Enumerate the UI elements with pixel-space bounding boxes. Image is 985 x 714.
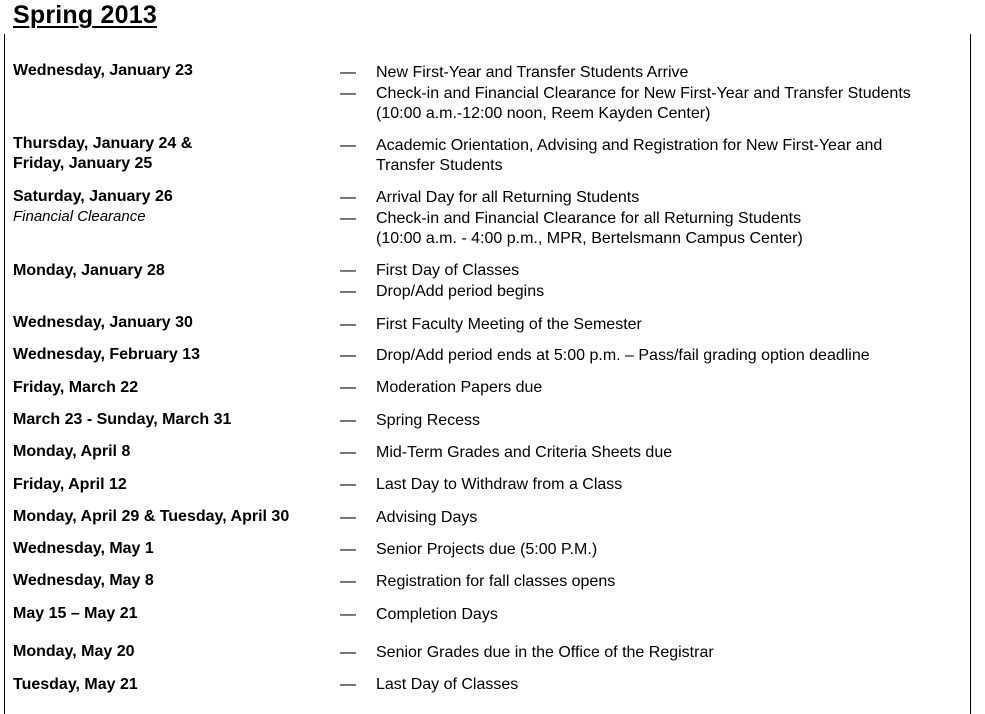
em-dash-separator: — xyxy=(340,137,356,154)
em-dash-separator: — xyxy=(340,412,356,429)
entry-event: First Day of Classes xyxy=(376,262,520,279)
entry-event: (10:00 a.m.-12:00 noon, Reem Kayden Center) xyxy=(376,105,711,122)
entry-date: Wednesday, February 13 xyxy=(13,346,201,363)
entry-date: Monday, April 8 xyxy=(13,443,131,460)
entry-event: Senior Grades due in the Office of the Registrar xyxy=(376,644,714,661)
entry-date: Monday, May 20 xyxy=(13,643,135,660)
em-dash-separator: — xyxy=(340,347,356,364)
entry-date: Friday, April 12 xyxy=(13,476,127,493)
entry-event: Last Day of Classes xyxy=(376,676,519,693)
em-dash-separator: — xyxy=(340,283,356,300)
entry-event: Mid-Term Grades and Criteria Sheets due xyxy=(376,444,673,461)
entry-event: (10:00 a.m. - 4:00 p.m., MPR, Bertelsmann Campus Center) xyxy=(376,230,803,247)
entry-event: Advising Days xyxy=(376,509,478,526)
em-dash-separator: — xyxy=(340,64,356,81)
entry-event: Drop/Add period begins xyxy=(376,283,545,300)
entry-date: Saturday, January 26 xyxy=(13,188,173,205)
entry-event: Academic Orientation, Advising and Registration for New First-Year and xyxy=(376,137,883,154)
em-dash-separator: — xyxy=(340,262,356,279)
entry-event: Transfer Students xyxy=(376,157,503,174)
page-title: Spring 2013 xyxy=(13,1,157,29)
em-dash-separator: — xyxy=(340,85,356,102)
entry-date: May 15 – May 21 xyxy=(13,605,138,622)
em-dash-separator: — xyxy=(340,644,356,661)
entry-event: Arrival Day for all Returning Students xyxy=(376,189,640,206)
entry-event: New First-Year and Transfer Students Arrive xyxy=(376,64,689,81)
entry-event: First Faculty Meeting of the Semester xyxy=(376,316,642,333)
entry-date: Monday, January 28 xyxy=(13,262,165,279)
entry-date: Tuesday, May 21 xyxy=(13,676,138,693)
em-dash-separator: — xyxy=(340,476,356,493)
entry-event: Last Day to Withdraw from a Class xyxy=(376,476,623,493)
entry-event: Check-in and Financial Clearance for New First-Year and Transfer Students xyxy=(376,85,911,102)
entry-date: Wednesday, January 30 xyxy=(13,314,193,331)
em-dash-separator: — xyxy=(340,541,356,558)
entry-date: Thursday, January 24 & xyxy=(13,135,193,152)
em-dash-separator: — xyxy=(340,316,356,333)
em-dash-separator: — xyxy=(340,210,356,227)
em-dash-separator: — xyxy=(340,379,356,396)
entry-event: Drop/Add period ends at 5:00 p.m. – Pass/fail grading option deadline xyxy=(376,347,870,364)
em-dash-separator: — xyxy=(340,573,356,590)
entry-event: Senior Projects due (5:00 P.M.) xyxy=(376,541,598,558)
entry-event: Registration for fall classes opens xyxy=(376,573,616,590)
em-dash-separator: — xyxy=(340,509,356,526)
entry-event: Spring Recess xyxy=(376,412,481,429)
entry-event: Moderation Papers due xyxy=(376,379,543,396)
entry-event: Check-in and Financial Clearance for all Returning Students xyxy=(376,210,802,227)
entry-date: Friday, January 25 xyxy=(13,155,153,172)
entry-event: Completion Days xyxy=(376,606,498,623)
entry-date: Wednesday, May 1 xyxy=(13,540,154,557)
entry-date: Monday, April 29 & Tuesday, April 30 xyxy=(13,508,290,525)
entry-date: March 23 - Sunday, March 31 xyxy=(13,411,232,428)
entry-date: Wednesday, May 8 xyxy=(13,572,154,589)
em-dash-separator: — xyxy=(340,676,356,693)
em-dash-separator: — xyxy=(340,189,356,206)
entry-date: Friday, March 22 xyxy=(13,379,139,396)
em-dash-separator: — xyxy=(340,444,356,461)
entry-date: Wednesday, January 23 xyxy=(13,62,193,79)
entry-date-note: Financial Clearance xyxy=(13,208,146,225)
em-dash-separator: — xyxy=(340,606,356,623)
